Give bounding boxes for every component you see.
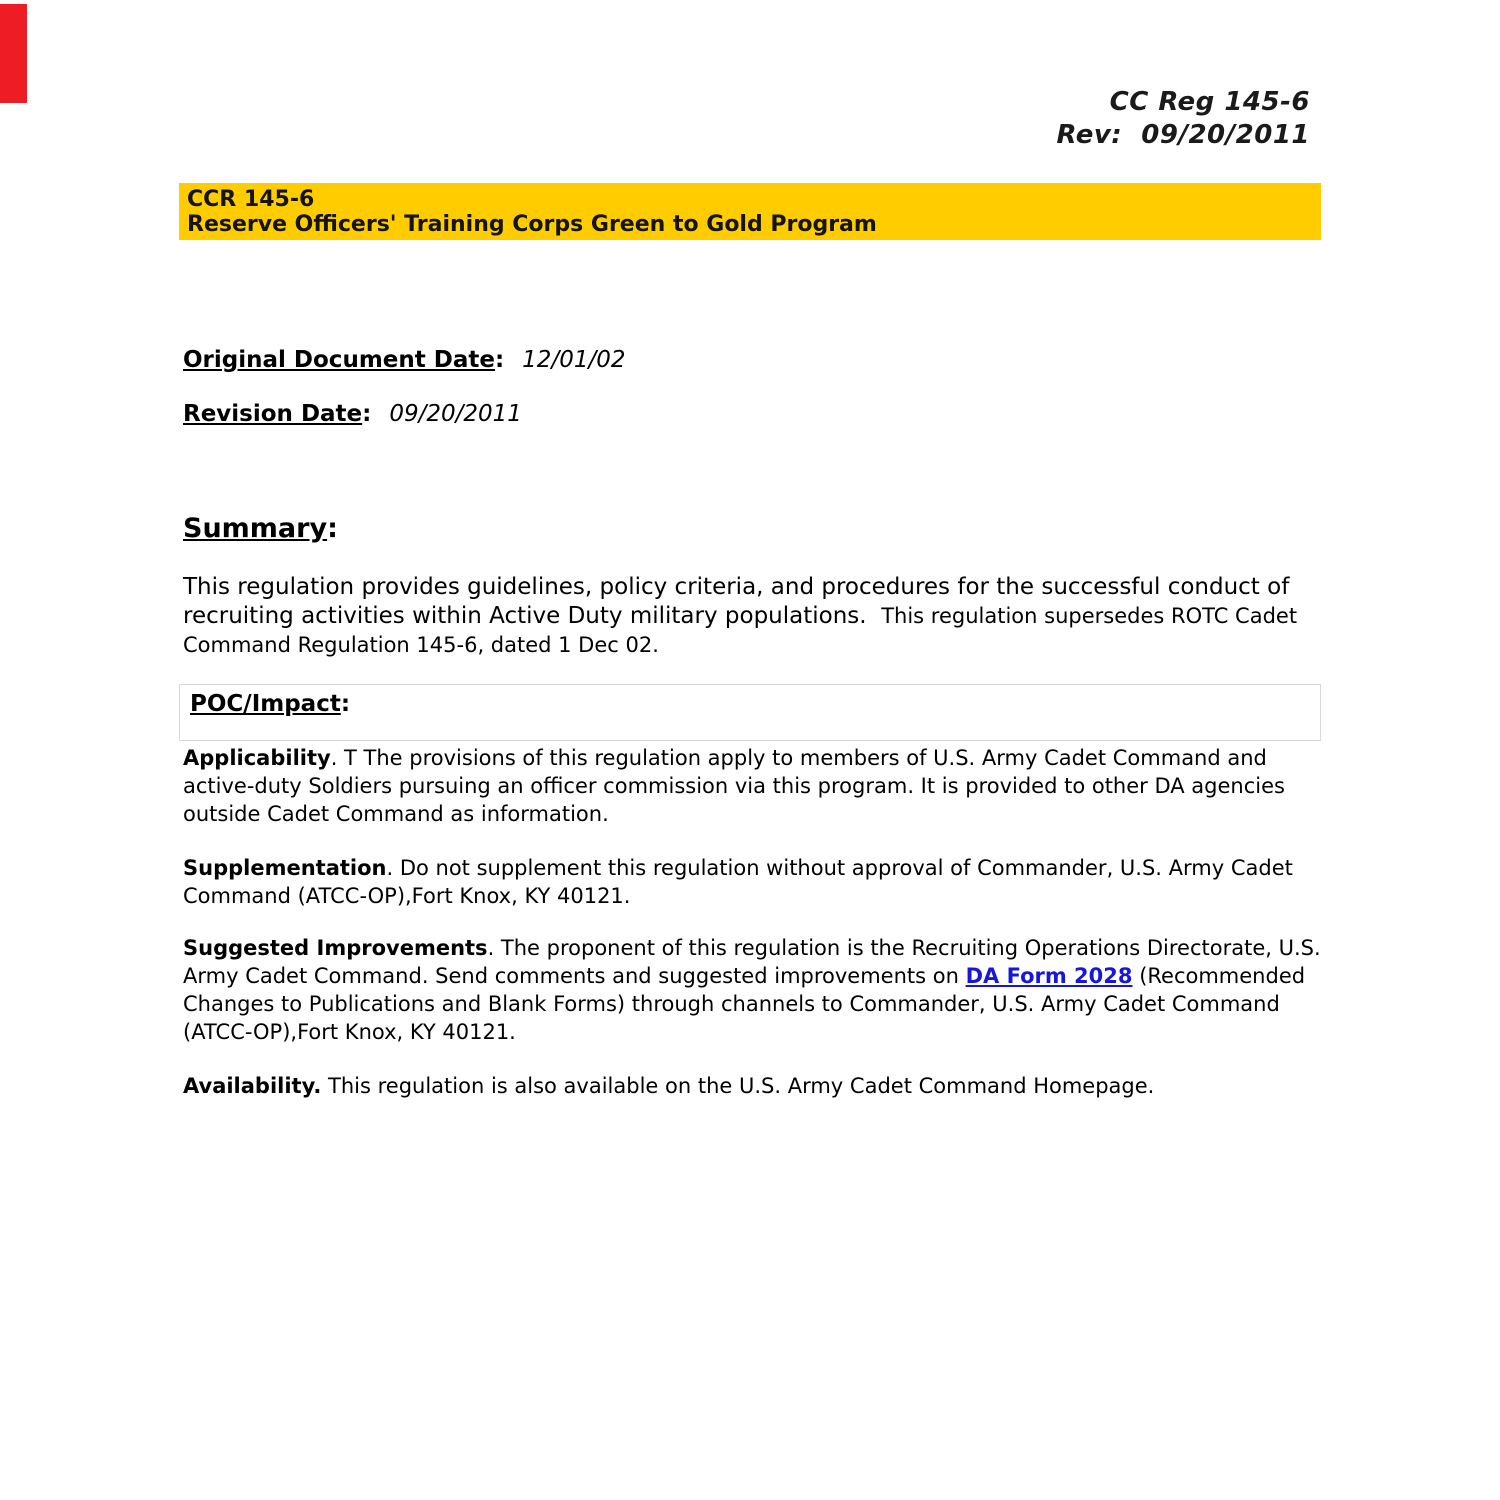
summary-heading bbox=[183, 513, 338, 544]
red-ribbon bbox=[0, 4, 27, 103]
supplementation-label: Supplementation bbox=[183, 856, 387, 880]
suggested-improvements-text-before: . The proponent of this regulation is the Recruiting Operations Directorate, U.S. Army Cadet Command. Send comments and suggested improvements on bbox=[183, 936, 1321, 988]
banner bbox=[179, 183, 1321, 240]
revision-date-value: 09/20/2011 bbox=[389, 401, 522, 427]
applicability-text: . T The provisions of this regulation apply to members of U.S. Army Cadet Command and active-duty Soldiers pursuing an officer commission via this program. It is provided to other DA agencies outside Cadet Command as information. bbox=[183, 746, 1285, 826]
colon: : bbox=[327, 513, 338, 544]
colon: : bbox=[494, 347, 505, 373]
doc-header-ref: CC Reg 145-6 bbox=[1109, 87, 1310, 117]
doc-header-rev: Rev: 09/20/2011 bbox=[1056, 120, 1310, 150]
suggested-improvements-paragraph bbox=[183, 934, 1328, 1046]
applicability-label: Applicability bbox=[183, 746, 331, 770]
summary-tail-text: This regulation supersedes ROTC Cadet Command Regulation 145-6, dated 1 Dec 02. bbox=[183, 604, 1298, 657]
original-date-label: Original Document Date bbox=[183, 347, 495, 373]
availability-label: Availability. bbox=[183, 1074, 322, 1098]
availability-paragraph bbox=[183, 1072, 1328, 1100]
original-date-value: 12/01/02 bbox=[522, 347, 626, 373]
suggested-improvements-label: Suggested Improvements bbox=[183, 936, 488, 960]
banner-code: CCR 145-6 bbox=[187, 187, 315, 212]
revision-date-line bbox=[183, 401, 522, 427]
poc-impact-heading: POC/Impact bbox=[190, 691, 341, 717]
colon: : bbox=[340, 691, 351, 717]
summary-heading-text: Summary bbox=[183, 513, 328, 544]
summary-lead-text: This regulation provides guidelines, policy criteria, and procedures for the successful conduct of recruiting activities within Active Duty military populations. bbox=[183, 574, 1290, 629]
da-form-2028-link[interactable]: DA Form 2028 bbox=[965, 964, 1133, 988]
doc-header bbox=[1056, 86, 1310, 152]
revision-date-label: Revision Date bbox=[183, 401, 363, 427]
poc-impact-box bbox=[179, 684, 1321, 741]
original-date-line bbox=[183, 347, 625, 373]
summary-paragraph bbox=[183, 573, 1308, 660]
banner-title: Reserve Officers' Training Corps Green to Gold Program bbox=[187, 212, 877, 237]
suggested-improvements-text-after: (Recommended Changes to Publications and Blank Forms) through channels to Commander, U.S. Army Cadet Command (ATCC-OP),Fort Knox, KY 40121. bbox=[183, 964, 1306, 1044]
supplementation-text: . Do not supplement this regulation without approval of Commander, U.S. Army Cadet Command (ATCC-OP),Fort Knox, KY 40121. bbox=[183, 856, 1293, 908]
applicability-paragraph bbox=[183, 744, 1328, 828]
colon: : bbox=[362, 401, 372, 427]
supplementation-paragraph bbox=[183, 854, 1328, 910]
availability-text: This regulation is also available on the U.S. Army Cadet Command Homepage. bbox=[321, 1074, 1155, 1098]
